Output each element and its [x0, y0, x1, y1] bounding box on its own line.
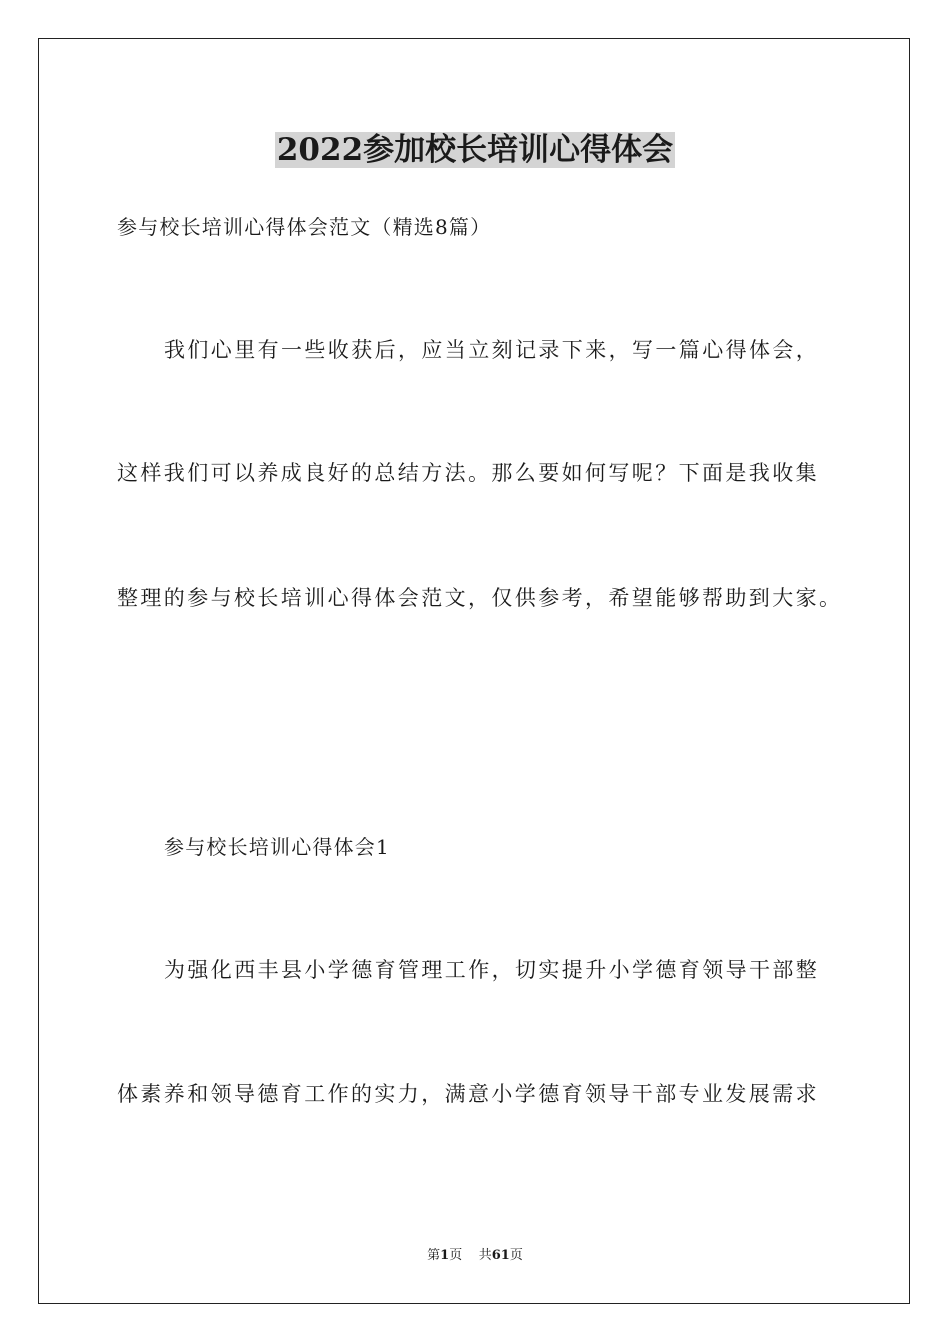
- footer-total-prefix: 共: [478, 1248, 492, 1263]
- paragraph-line: 体素养和领导德育工作的实力，满意小学德育领导干部专业发展需求: [117, 1082, 819, 1106]
- footer-page-suffix: 页: [449, 1248, 463, 1263]
- paragraph-line: 这样我们可以养成良好的总结方法。那么要如何写呢？下面是我收集: [117, 461, 819, 485]
- paragraph-line: 为强化西丰县小学德育管理工作，切实提升小学德育领导干部整: [164, 958, 820, 982]
- document-title-text: 2022参加校长培训心得体会: [276, 132, 674, 168]
- document-title: [0, 128, 950, 172]
- footer-page-number: 1: [440, 1248, 450, 1263]
- section-heading: 参与校长培训心得体会1: [164, 835, 390, 859]
- page-footer: [0, 1247, 950, 1265]
- footer-total-pages: 61: [491, 1248, 510, 1263]
- paragraph-line: 整理的参与校长培训心得体会范文，仅供参考，希望能够帮助到大家。: [117, 586, 843, 610]
- footer-total-suffix: 页: [509, 1248, 523, 1263]
- document-subtitle: 参与校长培训心得体会范文（精选8篇）: [117, 215, 492, 239]
- paragraph-line: 我们心里有一些收获后，应当立刻记录下来，写一篇心得体会，: [164, 338, 820, 362]
- footer-page-prefix: 第: [427, 1248, 441, 1263]
